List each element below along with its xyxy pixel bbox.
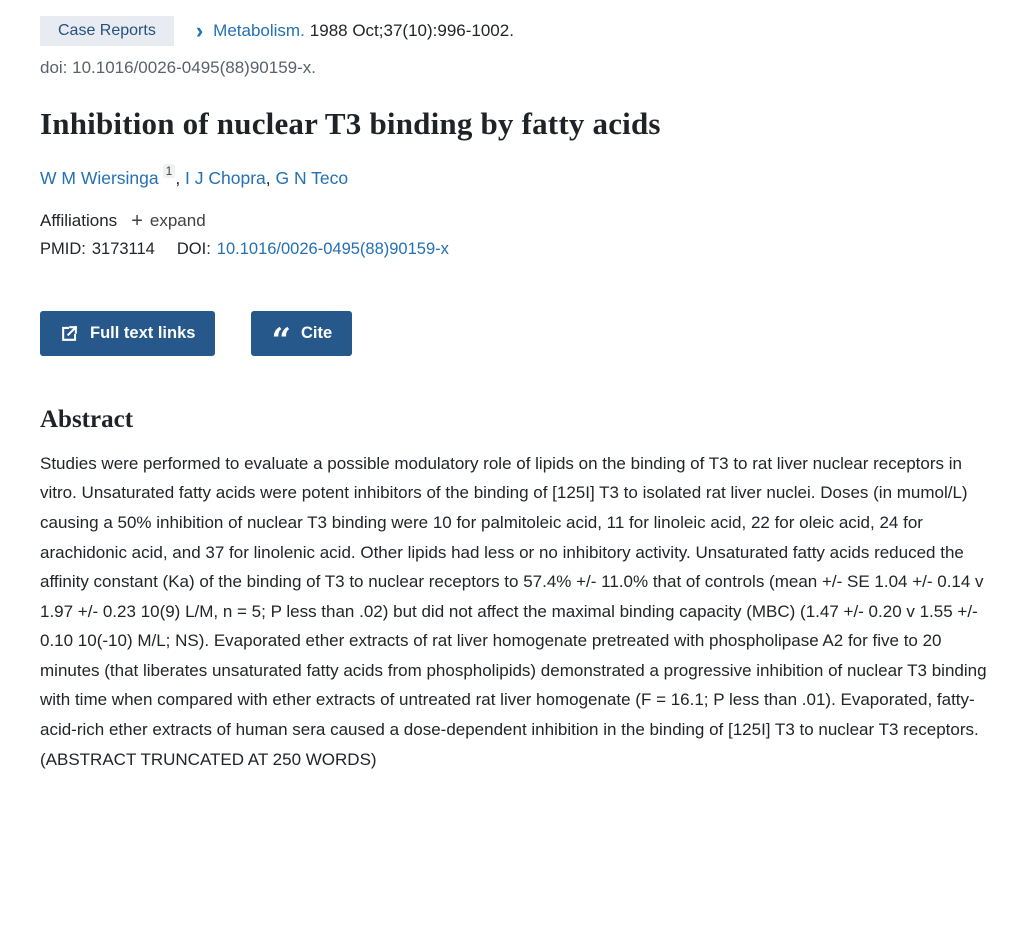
external-link-icon	[60, 324, 79, 343]
doi-label: DOI:	[176, 239, 211, 258]
author-link[interactable]: W M Wiersinga	[40, 167, 159, 188]
publication-type-badge: Case Reports	[40, 16, 174, 46]
cite-button[interactable]: “ Cite	[251, 311, 352, 356]
author-separator: ,	[265, 167, 276, 188]
author-link[interactable]: G N Teco	[275, 167, 349, 188]
affiliations-label: Affiliations	[40, 210, 118, 230]
abstract-heading: Abstract	[40, 405, 134, 433]
actions-row	[40, 311, 990, 362]
author-separator: ,	[175, 167, 186, 188]
plus-icon: +	[131, 209, 143, 232]
full-text-links-label: Full text links	[90, 323, 196, 342]
expand-affiliations-button[interactable]	[131, 211, 205, 231]
affiliation-superscript[interactable]: 1	[163, 164, 176, 178]
doi-line: doi: 10.1016/0026-0495(88)90159-x.	[40, 58, 316, 77]
journal-citation: 1988 Oct;37(10):996-1002.	[309, 21, 514, 40]
page-title: Inhibition of nuclear T3 binding by fatty acids	[40, 106, 661, 141]
breadcrumb	[40, 16, 990, 46]
chevron-right-icon: ›	[195, 18, 204, 43]
journal-link[interactable]: Metabolism.	[213, 21, 305, 40]
pmid-label: PMID:	[40, 239, 86, 258]
doi-link[interactable]: 10.1016/0026-0495(88)90159-x	[216, 239, 449, 258]
abstract-text: Studies were performed to evaluate a possible modulatory role of lipids on the binding of T3 to rat liver nuclear receptors in vitro. Unsaturated fatty acids were potent inhibitors of the binding of [125I] T3 to isolated rat liver nuclei. Doses (in mumol/L) causing a 50% inhibition of nuclear T3 binding were 10 for palmitoleic acid, 11 for linoleic acid, 22 for oleic acid, 24 for arachidonic acid, and 37 for linolenic acid. Other lipids had less or no inhibitory activity. Unsaturated fatty acids reduced the affinity constant (Ka) of the binding of T3 to nuclear receptors to 57.4% +/- 11.0% that of controls (mean +/- SE 1.04 +/- 0.14 v 1.97 +/- 0.23 10(9) L/M, n = 5; P less than .02) but did not affect the maximal binding capacity (MBC) (1.47 +/- 0.20 v 1.55 +/- 0.10 10(-10) M/L; NS). Evaporated ether extracts of rat liver homogenate pretreated with phospholipase A2 for five to 20 minutes (that liberates unsaturated fatty acids from phospholipids) demonstrated a progressive inhibition of nuclear T3 binding with time when compared with ether extracts of untreated rat liver homogenate (F = 16.1; P less than .01). Evaporated, fatty-acid-rich ether extracts of human sera caused a dose-dependent inhibition in the binding of [125I] T3 to nuclear T3 receptors.(ABSTRACT TRUNCATED AT 250 WORDS)	[40, 453, 987, 769]
author-link[interactable]: I J Chopra	[185, 167, 266, 188]
expand-label: expand	[149, 210, 206, 230]
pmid-value: 3173114	[91, 239, 155, 258]
authors-list	[40, 166, 990, 189]
cite-label: Cite	[301, 323, 333, 342]
full-text-links-button[interactable]	[40, 311, 215, 356]
identifiers-row	[40, 240, 990, 259]
affiliations-row	[40, 211, 990, 231]
